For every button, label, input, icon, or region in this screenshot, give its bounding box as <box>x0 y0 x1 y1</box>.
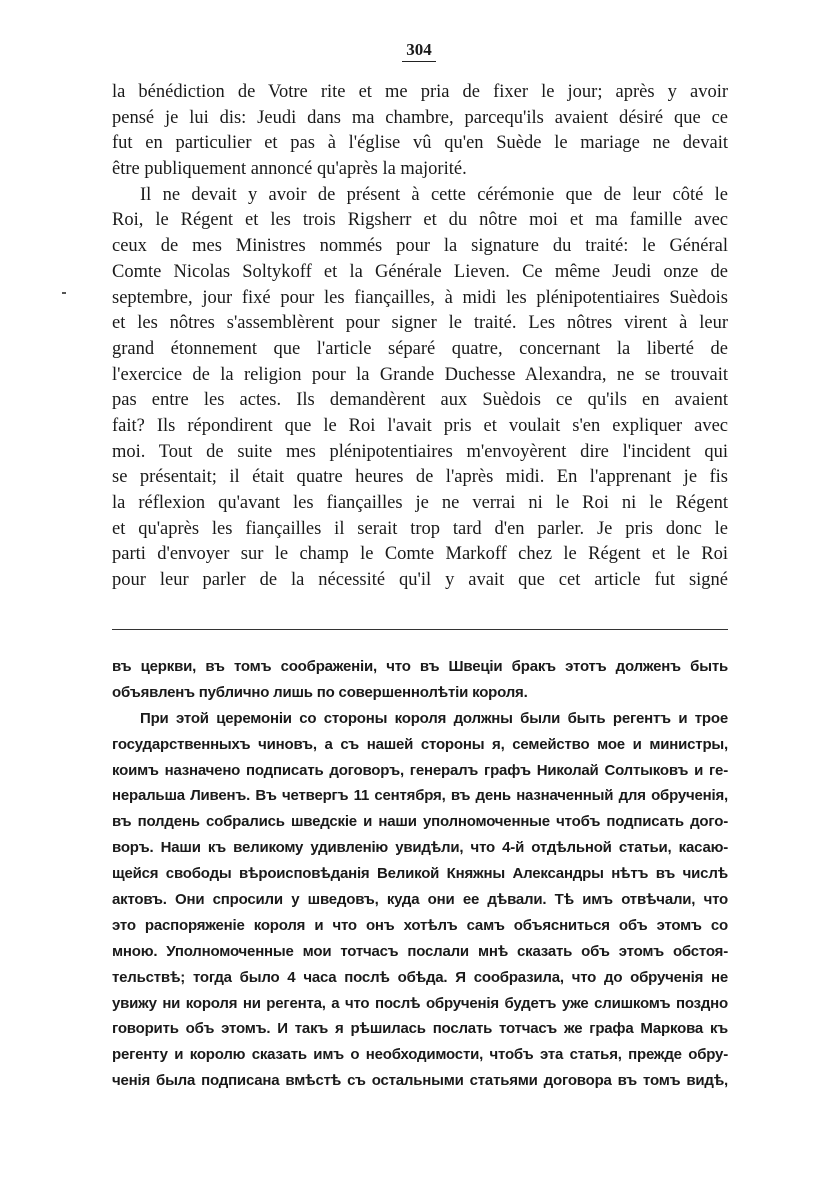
text-line: Roi, le Régent et les trois Rigsherr et du nôtre moi et ma famille avec <box>112 210 728 231</box>
text-line: мною. Уполномоченные мои тотчасъ послали мнѣ сказать объ этомъ обстоя- <box>112 942 728 960</box>
footnote-divider <box>112 629 728 630</box>
text-line: se présentait; il était quatre heures de l'après midi. En l'apprenant je fis <box>112 467 728 488</box>
text-line: Comte Nicolas Soltykoff et la Générale Lieven. Ce même Jeudi onze de <box>112 261 728 282</box>
text-line: неральша Ливенъ. Въ четвергъ 11 сентября, въ день назначенный для обрученія, <box>112 787 728 805</box>
text-line: fait? Ils répondirent que le Roi l'avait pris et voulait s'en expliquer avec <box>112 415 728 436</box>
text-line: pour leur parler de la nécessité qu'il y avait que cet article fut signé <box>112 570 728 591</box>
text-line: septembre, jour fixé pour les fiançailles, à midi les plénipotentiaires Suèdois <box>112 287 728 308</box>
russian-translation-block <box>112 654 728 1094</box>
text-line: pensé je lui dis: Jeudi dans ma chambre, parcequ'ils avaient désiré que ce <box>112 107 728 128</box>
text-line: ченія была подписана вмѣстѣ съ остальными статьями договора въ томъ видѣ, <box>112 1072 728 1090</box>
text-line: объявленъ публично лишь по совершеннолѣтіи короля. <box>112 683 528 701</box>
text-line: la bénédiction de Votre rite et me pria de fixer le jour; après y avoir <box>112 82 728 102</box>
text-line: актовъ. Они спросили у шведовъ, куда они ее дѣвали. Тѣ имъ отвѣчали, что <box>112 891 728 909</box>
text-line: въ полдень собрались шведскіе и наши уполномоченные чтобъ подписать дого- <box>112 813 728 831</box>
text-line: увижу ни короля ни регента, а что послѣ обрученія будетъ уже слишкомъ поздно <box>112 994 728 1012</box>
page-number: 304 <box>0 40 838 60</box>
text-line: et qu'après les fiançailles il serait trop tard d'en parler. Je pris donc le <box>112 518 728 539</box>
text-line: grand étonnement que l'article séparé quatre, concernant la liberté de <box>112 338 728 359</box>
text-line: щейся свободы вѣроисповѣданія Великой Княжны Александры нѣтъ въ числѣ <box>112 865 728 883</box>
text-line: тельствѣ; тогда было 4 часа послѣ обѣда. Я сообразила, что до обрученія не <box>112 968 728 986</box>
text-line: говорить объ этомъ. И такъ я рѣшилась послать тотчасъ же графа Маркова къ <box>112 1020 728 1038</box>
text-line: При этой церемоніи со стороны короля должны были быть регентъ и трое <box>140 709 728 727</box>
text-line: воръ. Наши къ великому удивленію увидѣли, что 4-й отдѣльной статьи, касаю- <box>112 839 728 857</box>
text-line: ceux de mes Ministres nommés pour la signature du traité: le Général <box>112 236 728 257</box>
text-line: être publiquement annoncé qu'après la majorité. <box>112 159 467 180</box>
text-line: fut en particulier et pas à l'église vû qu'en Suède le mariage ne devait <box>112 133 728 154</box>
text-line: moi. Tout de suite mes plénipotentiaires m'envoyèrent dire l'incident qui <box>112 441 728 462</box>
french-text-block <box>112 80 728 594</box>
text-line: pas entre les actes. Ils demandèrent aux Suèdois ce qu'ils en avaient <box>112 390 728 411</box>
text-line: Il ne devait y avoir de présent à cette cérémonie que de leur côté le <box>140 184 728 205</box>
text-line: la réflexion qu'avant les fiançailles je ne verrai ni le Roi ni le Régent <box>112 493 728 513</box>
text-line: въ церкви, въ томъ соображеніи, что въ Швеціи бракъ этотъ долженъ быть <box>112 658 728 675</box>
text-line: регенту и королю сказать имъ о необходимости, чтобъ эта статья, прежде обру- <box>112 1046 728 1064</box>
text-line: parti d'envoyer sur le champ le Comte Markoff chez le Régent et le Roi <box>112 544 728 565</box>
text-line: l'exercice de la religion pour la Grande Duchesse Alexandra, ne se trouvait <box>112 364 728 385</box>
scan-speck <box>62 292 66 294</box>
text-line: государственныхъ чиновъ, а съ нашей стороны я, семейство мое и министры, <box>112 735 728 753</box>
text-line: et les nôtres s'assemblèrent pour signer le traité. Les nôtres virent à leur <box>112 313 728 334</box>
text-line: это распоряженіе короля и что онъ хотѣлъ самъ объясниться объ этомъ со <box>112 916 728 934</box>
text-line: коимъ назначено подписать договоръ, генералъ графъ Николай Солтыковъ и ге- <box>112 761 728 779</box>
